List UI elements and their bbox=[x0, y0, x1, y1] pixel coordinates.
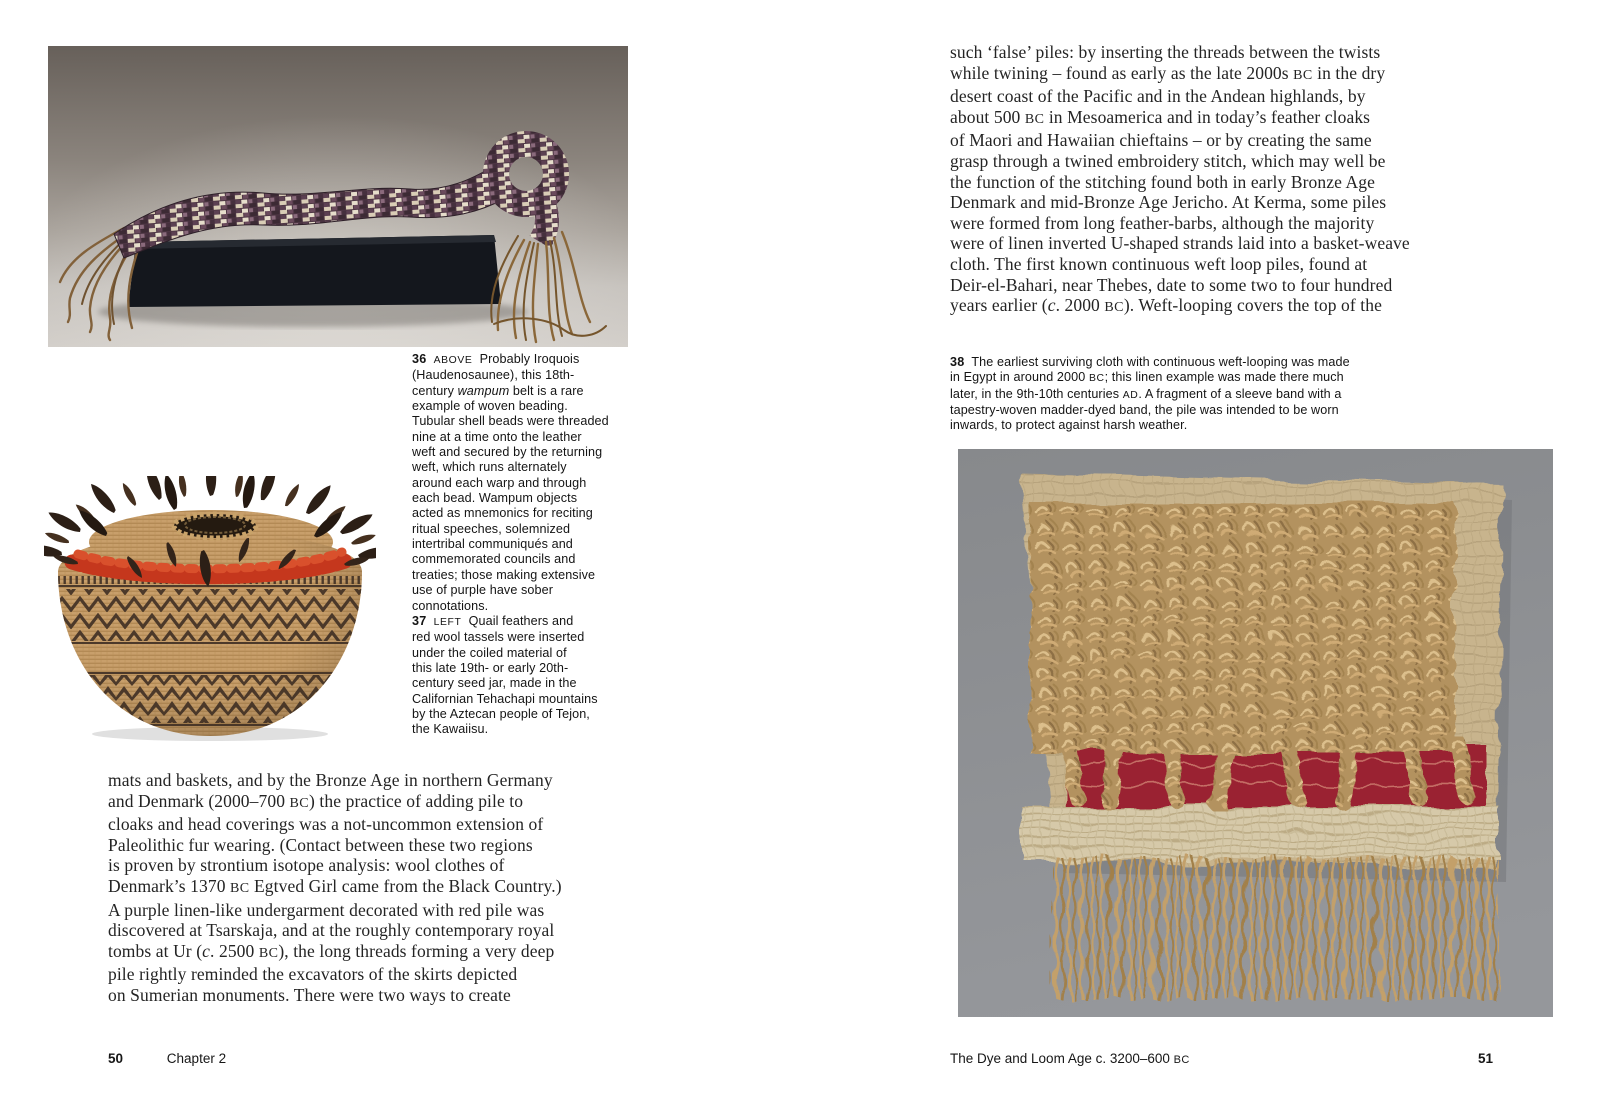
figure-37-seed-jar-photo bbox=[44, 476, 376, 742]
page-number-right: 51 bbox=[1478, 1051, 1494, 1066]
running-footer-right: The Dye and Loom Age c. 3200–600 BC bbox=[950, 1051, 1190, 1066]
textile-fragment-illustration bbox=[958, 449, 1553, 1017]
page-number-left: 50 bbox=[108, 1051, 124, 1066]
caption-36: 36 ABOVE Probably Iroquois (Haudenosaunee), this 18th- century wampum belt is a rare example of woven beading. Tubular shell beads were threaded nine at a time onto the leather weft and secured by the returning weft, which runs alternately around each warp and through each bead. Wampum objects acted as mnemonics for reciting ritual speeches, solemnized intertribal communiqués and commemorated councils and treaties; those making extensive use of purple have sober connotations. bbox=[412, 352, 609, 613]
caption-37: 37 LEFT Quail feathers and red wool tassels were inserted under the coiled material of this late 19th- or early 20th- century seed jar, made in the Californian Tehachapi mountains by the Aztecan people of Tejon, the Kawaiisu. bbox=[412, 613, 598, 737]
body-text-right: such ‘false’ piles: by inserting the threads between the twists while twining – found as early as the late 2000s BC in the dry desert coast of the Pacific and in the Andean highlands, by about 500 BC in Mesoamerica and in today’s feather cloaks of Maori and Hawaiian chieftains – or by creating the same grasp through a twined embroidery stitch, which may well be the function of the stitching found both in early Bronze Age Denmark and mid-Bronze Age Jericho. At Kerma, some piles were formed from long feather-barbs, although the majority were of linen inverted U-shaped strands laid into a basket-weave cloth. The first known continuous weft loop piles, found at Deir-el-Bahari, near Thebes, date to some two to four hundred years earlier (c. 2000 BC). Weft-looping covers the top of the bbox=[950, 42, 1410, 316]
footer-left bbox=[108, 1051, 226, 1066]
seed-jar-illustration bbox=[44, 476, 376, 742]
caption-38: 38 The earliest surviving cloth with continuous weft-looping was made in Egypt in around 2000 BC; this linen example was made there much later, in the 9th-10th centuries AD. A fragment of a sleeve band with a tapestry-woven madder-dyed band, the pile was intended to be worn inwards, to protect against harsh weather. bbox=[950, 355, 1350, 433]
figure-36-wampum-belt-photo bbox=[48, 46, 628, 347]
body-text-left: mats and baskets, and by the Bronze Age in northern Germany and Denmark (2000–700 BC) the practice of adding pile to cloaks and head coverings was a not-uncommon extension of Paleolithic fur wearing. (Contact between these two regions is proven by strontium isotope analysis: wool clothes of Denmark’s 1370 BC Egtved Girl came from the Black Country.) A purple linen-like undergarment decorated with red pile was discovered at Tsarskaja, and at the roughly contemporary royal tombs at Ur (c. 2500 BC), the long threads forming a very deep pile rightly reminded the excavators of the skirts depicted on Sumerian monuments. There were two ways to create bbox=[108, 770, 562, 1005]
running-footer-left: Chapter 2 bbox=[166, 1051, 227, 1066]
wampum-belt-illustration bbox=[48, 46, 628, 347]
figure-38-textile-photo bbox=[958, 449, 1553, 1017]
figure-captions-column bbox=[412, 352, 624, 738]
